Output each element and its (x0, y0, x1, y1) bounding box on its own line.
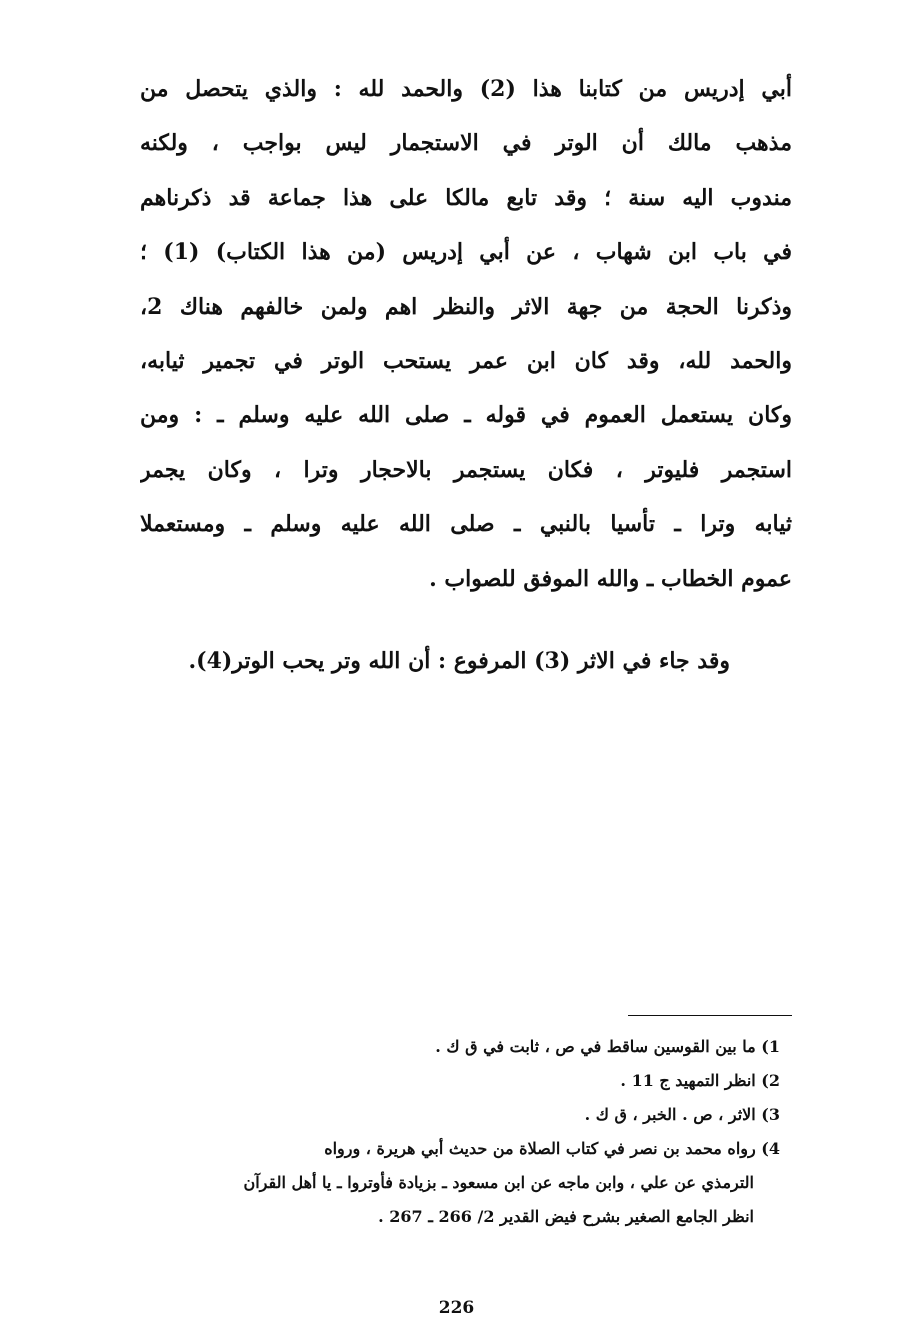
paragraph: وقد جاء في الاثر (3) المرفوع : أن الله وتر يحب الوتر(4). (188, 648, 730, 674)
footnote: 3) الاثر ، ص . الخبر ، ق ك . (584, 1105, 780, 1124)
text-line: أبي إدريس من كتابنا هذا (2) والحمد لله : والذي يتحصل من (140, 76, 792, 102)
text-line: استجمر فليوتر ، فكان يستجمر بالاحجار وترا ، وكان يجمر (140, 456, 792, 483)
main-text (140, 62, 792, 606)
footnote: 1) ما بين القوسين ساقط في ص ، ثابت في ق ك . (435, 1037, 780, 1056)
footnote: 2) انظر التمهيد ج 11 . (620, 1071, 780, 1090)
text-line: مندوب اليه سنة ؛ وقد تابع مالكا على هذا جماعة قد ذكرناهم (140, 184, 792, 211)
text-line: والحمد لله، وقد كان ابن عمر يستحب الوتر في تجمير ثيابه، (140, 347, 792, 374)
footnotes (150, 1030, 780, 1234)
footnote: 4) رواه محمد بن نصر في كتاب الصلاة من حديث أبي هريرة ، ورواه (324, 1139, 780, 1158)
text-line: في باب ابن شهاب ، عن أبي إدريس (من هذا الكتاب) (1) ؛ (140, 239, 792, 266)
footnote-continuation: انظر الجامع الصغير بشرح فيض القدير 2/ 266 ـ 267 . (378, 1207, 754, 1226)
text-line: عموم الخطاب ـ والله الموفق للصواب . (429, 565, 792, 592)
text-line: وذكرنا الحجة من جهة الاثر والنظر اهم ولمن خالفهم هناك 2، (140, 293, 792, 320)
footnote-divider (628, 1015, 792, 1016)
text-line: ثيابه وترا ـ تأسيا بالنبي ـ صلى الله عليه وسلم ـ ومستعملا (140, 511, 792, 538)
text-line: مذهب مالك أن الوتر في الاستجمار ليس بواجب ، ولكنه (140, 130, 792, 157)
footnote-continuation: الترمذي عن علي ، وابن ماجه عن ابن مسعود ـ بزيادة فأوتروا ـ يا أهل القرآن (243, 1173, 754, 1192)
text-line: وكان يستعمل العموم في قوله ـ صلى الله عليه وسلم ـ : ومن (140, 402, 792, 429)
page-number: 226 (438, 1298, 475, 1318)
